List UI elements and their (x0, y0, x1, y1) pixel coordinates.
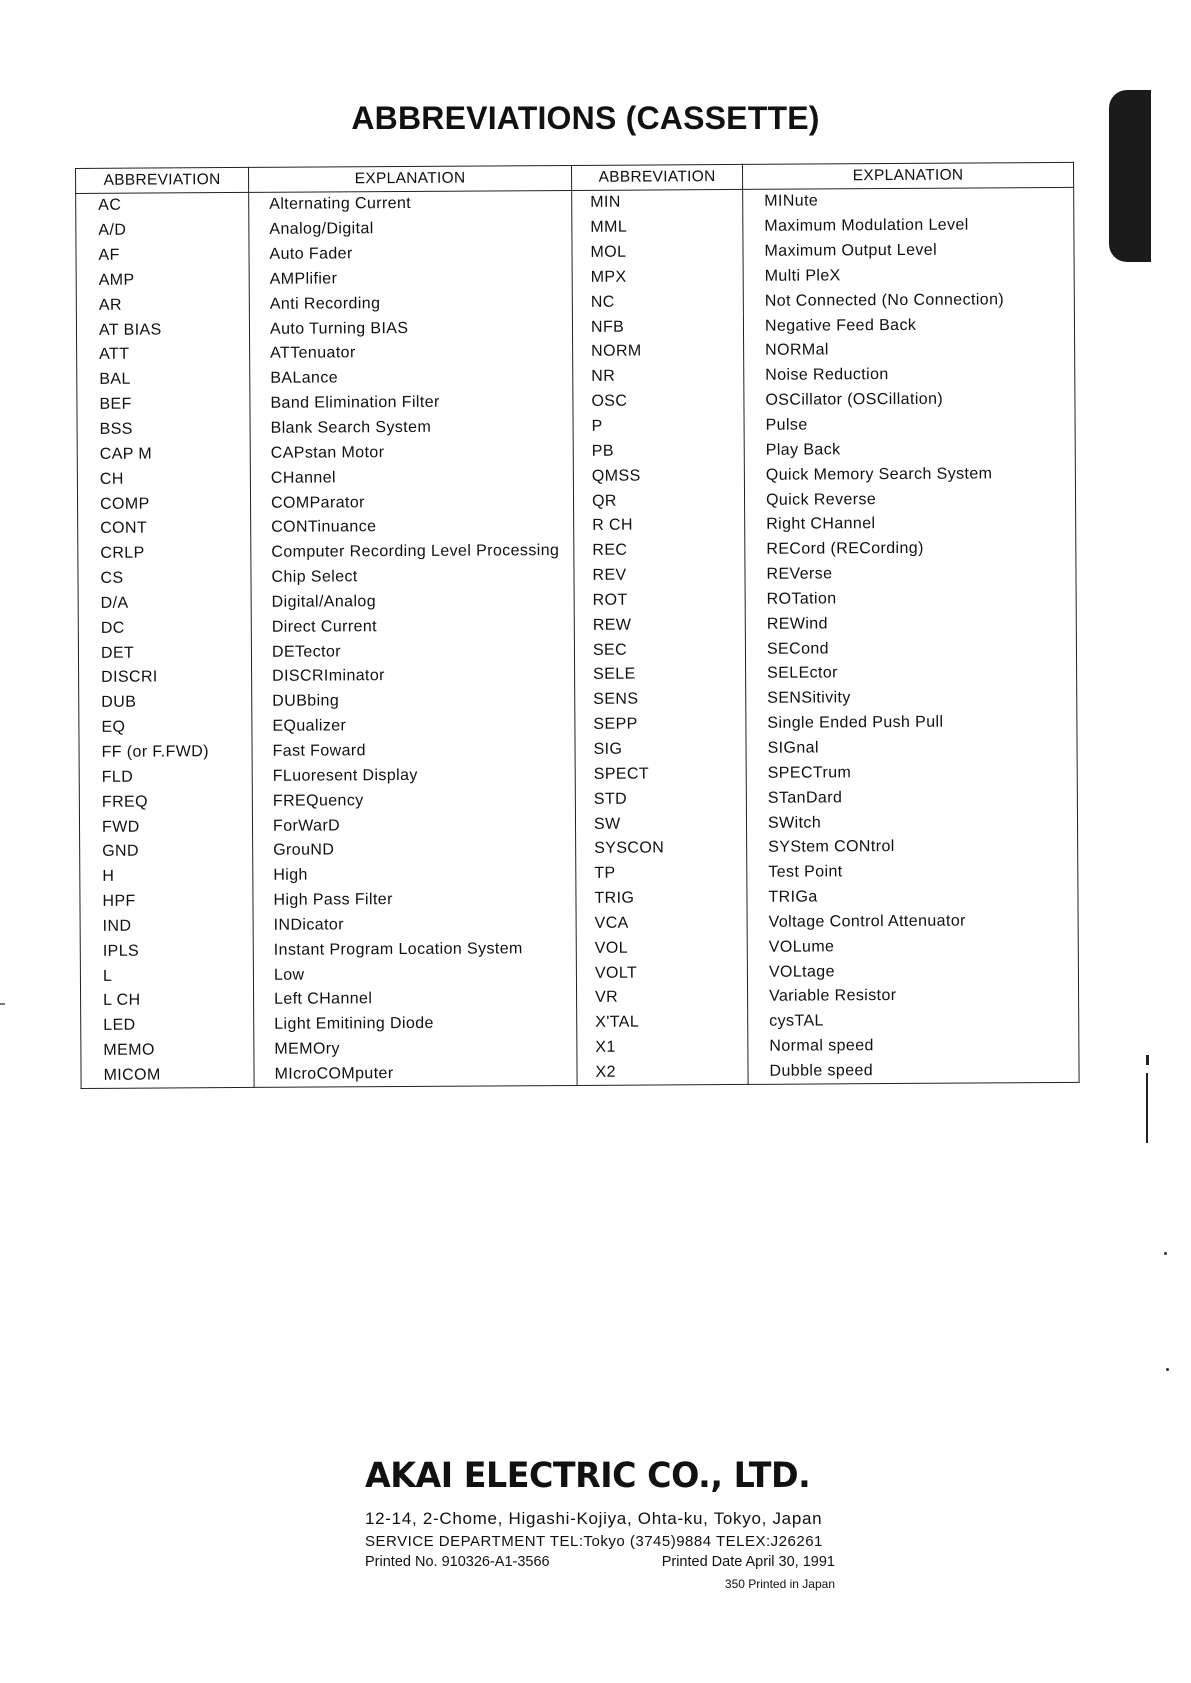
print-info (365, 1554, 835, 1570)
abbreviation-cell: MICOM (81, 1062, 254, 1088)
explanation-cell: Variable Resistor (748, 983, 1079, 1010)
abbreviation-cell: MPX (572, 264, 743, 290)
explanation-cell: Normal speed (748, 1033, 1079, 1060)
explanation-cell: Band Elimination Filter (250, 390, 573, 417)
margin-dot (0, 1003, 5, 1005)
column-header-abbreviation: ABBREVIATION (571, 164, 742, 190)
abbreviation-cell: PB (573, 438, 744, 464)
explanation-cell: REVerse (745, 561, 1076, 588)
explanation-cell: Dubble speed (748, 1057, 1079, 1084)
abbreviation-cell: AT BIAS (76, 317, 249, 343)
abbreviation-cell: NR (573, 364, 744, 390)
abbreviation-cell: SPECT (575, 761, 746, 787)
abbreviations-table (75, 162, 1080, 1089)
abbreviation-cell: X1 (577, 1035, 748, 1061)
abbreviation-cell: DUB (79, 690, 252, 716)
explanation-cell: AMPlifier (249, 265, 572, 292)
explanation-cell: Direct Current (251, 613, 574, 640)
abbreviation-cell: D/A (78, 590, 251, 616)
abbreviation-cell: IPLS (80, 938, 253, 964)
abbreviation-cell: L (80, 963, 253, 989)
explanation-cell: SENSitivity (746, 685, 1077, 712)
abbreviation-cell: AC (76, 192, 249, 218)
explanation-cell: Chip Select (251, 564, 574, 591)
explanation-cell: EQualizer (252, 713, 575, 740)
abbreviation-cell: ATT (77, 342, 250, 368)
explanation-cell: STanDard (746, 784, 1077, 811)
margin-dot (1166, 1368, 1169, 1371)
explanation-cell: REWind (745, 610, 1076, 637)
abbreviation-cell: H (80, 864, 253, 890)
abbreviation-cell: NORM (573, 339, 744, 365)
abbreviation-cell: QR (573, 488, 744, 514)
abbreviation-cell: COMP (77, 491, 250, 517)
abbreviation-cell: X2 (577, 1059, 748, 1085)
explanation-cell: Voltage Control Attenuator (747, 908, 1078, 935)
abbreviation-cell: CS (78, 566, 251, 592)
explanation-cell: CHannel (250, 464, 573, 491)
abbreviation-cell: BSS (77, 417, 250, 443)
abbreviation-cell: FF (or F.FWD) (79, 739, 252, 765)
abbreviation-cell: FREQ (79, 789, 252, 815)
page-title: ABBREVIATIONS (CASSETTE) (351, 100, 820, 136)
explanation-cell: Analog/Digital (249, 216, 572, 243)
explanation-cell: Negative Feed Back (743, 312, 1074, 339)
explanation-cell: Play Back (744, 436, 1075, 463)
explanation-cell: Instant Program Location System (253, 936, 576, 963)
explanation-cell: ForWarD (252, 812, 575, 839)
explanation-cell: SPECTrum (746, 759, 1077, 786)
abbreviation-cell: EQ (79, 715, 252, 741)
abbreviation-cell: DET (78, 640, 251, 666)
publisher-footer (365, 1456, 835, 1591)
explanation-cell: Fast Foward (252, 738, 575, 765)
explanation-cell: SELEctor (746, 660, 1077, 687)
explanation-cell: Auto Turning BIAS (249, 315, 572, 342)
explanation-cell: Blank Search System (250, 415, 573, 442)
explanation-cell: DUBbing (252, 688, 575, 715)
explanation-cell: VOLtage (747, 958, 1078, 985)
explanation-cell: Alternating Current (249, 190, 572, 217)
abbreviation-cell: NC (572, 289, 743, 315)
explanation-cell: Quick Memory Search System (744, 461, 1075, 488)
abbreviation-cell: VR (577, 985, 748, 1011)
explanation-cell: SYStem CONtrol (747, 834, 1078, 861)
explanation-cell: FLuoresent Display (252, 762, 575, 789)
abbreviation-cell: CAP M (77, 441, 250, 467)
abbreviation-cell: SYSCON (576, 836, 747, 862)
abbreviation-cell: ROT (574, 587, 745, 613)
explanation-cell: RECord (RECording) (745, 536, 1076, 563)
explanation-cell: TRIGa (747, 884, 1078, 911)
company-name: AKAI ELECTRIC CO., LTD. (365, 1456, 811, 1496)
abbreviation-cell: SEPP (575, 712, 746, 738)
service-contact: SERVICE DEPARTMENT TEL:Tokyo (3745)9884 TELEX:J26261 (365, 1533, 823, 1550)
abbreviation-cell: VOL (576, 935, 747, 961)
explanation-cell: MEMOry (254, 1036, 577, 1063)
explanation-cell: Noise Reduction (744, 362, 1075, 389)
abbreviation-cell: VOLT (576, 960, 747, 986)
explanation-cell: Quick Reverse (744, 486, 1075, 513)
explanation-cell: MIcroCOMputer (254, 1060, 577, 1087)
explanation-cell: INDicator (253, 911, 576, 938)
explanation-cell: VOLume (747, 933, 1078, 960)
explanation-cell: CAPstan Motor (250, 439, 573, 466)
explanation-cell: Test Point (747, 859, 1078, 886)
explanation-cell: DETector (251, 638, 574, 665)
abbreviation-cell: NFB (572, 314, 743, 340)
explanation-cell: SWitch (746, 809, 1077, 836)
abbreviation-cell: TRIG (576, 886, 747, 912)
explanation-cell: NORMal (744, 337, 1075, 364)
abbreviation-cell: SEC (574, 637, 745, 663)
abbreviation-cell: VCA (576, 910, 747, 936)
explanation-cell: FREQuency (252, 787, 575, 814)
abbreviation-cell: MIN (572, 189, 743, 215)
margin-dot (1164, 1252, 1167, 1255)
abbreviation-cell: MOL (572, 240, 743, 266)
table-row (81, 1057, 1079, 1088)
explanation-cell: Auto Fader (249, 241, 572, 268)
abbreviation-cell: BAL (77, 367, 250, 393)
explanation-cell: Maximum Output Level (743, 238, 1074, 265)
explanation-cell: Pulse (744, 411, 1075, 438)
abbreviation-cell: IND (80, 913, 253, 939)
abbreviation-cell: TP (576, 861, 747, 887)
explanation-cell: MINute (743, 187, 1074, 214)
explanation-cell: SIGnal (746, 734, 1077, 761)
abbreviation-cell: MEMO (81, 1038, 254, 1064)
abbreviation-cell: AF (76, 243, 249, 269)
abbreviation-cell: DISCRI (79, 665, 252, 691)
explanation-cell: BALance (250, 365, 573, 392)
abbreviation-cell: SIG (575, 736, 746, 762)
explanation-cell: SECond (745, 635, 1076, 662)
abbreviation-cell: SELE (575, 662, 746, 688)
column-header-abbreviation: ABBREVIATION (76, 167, 249, 193)
abbreviation-cell: QMSS (573, 463, 744, 489)
abbreviation-cell: AMP (76, 267, 249, 293)
explanation-cell: Maximum Modulation Level (743, 213, 1074, 240)
abbreviation-cell: FLD (79, 764, 252, 790)
margin-mark (1146, 1055, 1149, 1065)
explanation-cell: CONTinuance (251, 514, 574, 541)
column-header-explanation: EXPLANATION (248, 165, 571, 192)
explanation-cell: Light Emitining Diode (254, 1011, 577, 1038)
abbreviation-cell: LED (81, 1013, 254, 1039)
abbreviation-cell: MML (572, 215, 743, 241)
printed-date: Printed Date April 30, 1991 (661, 1554, 835, 1570)
abbreviation-cell: REW (574, 612, 745, 638)
explanation-cell: cysTAL (748, 1008, 1079, 1035)
printed-place: 350 Printed in Japan (724, 1577, 835, 1591)
abbreviation-cell: DC (78, 615, 251, 641)
explanation-cell: Left CHannel (254, 986, 577, 1013)
abbreviation-cell: CH (77, 466, 250, 492)
explanation-cell: Not Connected (No Connection) (743, 287, 1074, 314)
abbreviation-cell: GND (80, 839, 253, 865)
printed-number: Printed No. 910326-A1-3566 (365, 1554, 550, 1570)
abbreviation-cell: X'TAL (577, 1010, 748, 1036)
abbreviation-cell: FWD (79, 814, 252, 840)
abbreviation-cell: CONT (78, 516, 251, 542)
abbreviation-cell: R CH (574, 513, 745, 539)
company-address: 12-14, 2-Chome, Higashi-Kojiya, Ohta-ku, Tokyo, Japan (365, 1509, 823, 1528)
explanation-cell: OSCillator (OSCillation) (744, 387, 1075, 414)
abbreviation-cell: HPF (80, 889, 253, 915)
explanation-cell: Right CHannel (745, 511, 1076, 538)
column-header-explanation: EXPLANATION (742, 162, 1073, 189)
abbreviation-cell: CRLP (78, 541, 251, 567)
abbreviation-cell: AR (76, 292, 249, 318)
abbreviation-cell: REV (574, 563, 745, 589)
explanation-cell: Single Ended Push Pull (746, 710, 1077, 737)
abbreviation-cell: P (573, 414, 744, 440)
explanation-cell: DISCRIminator (252, 663, 575, 690)
explanation-cell: ATTenuator (250, 340, 573, 367)
explanation-cell: ROTation (745, 585, 1076, 612)
explanation-cell: Anti Recording (249, 290, 572, 317)
explanation-cell: High Pass Filter (253, 887, 576, 914)
abbreviation-cell: L CH (81, 988, 254, 1014)
abbreviation-cell: BEF (77, 392, 250, 418)
abbreviation-cell: STD (575, 786, 746, 812)
abbreviation-cell: SW (575, 811, 746, 837)
explanation-cell: High (253, 862, 576, 889)
explanation-cell: Multi PleX (743, 262, 1074, 289)
abbreviation-cell: REC (574, 538, 745, 564)
explanation-cell: COMParator (250, 489, 573, 516)
margin-mark (1146, 1073, 1148, 1143)
abbreviation-cell: OSC (573, 389, 744, 415)
abbreviation-cell: A/D (76, 218, 249, 244)
explanation-cell: GrouND (253, 837, 576, 864)
abbreviation-cell: SENS (575, 687, 746, 713)
explanation-cell: Low (253, 961, 576, 988)
explanation-cell: Computer Recording Level Processing (251, 539, 574, 566)
explanation-cell: Digital/Analog (251, 588, 574, 615)
